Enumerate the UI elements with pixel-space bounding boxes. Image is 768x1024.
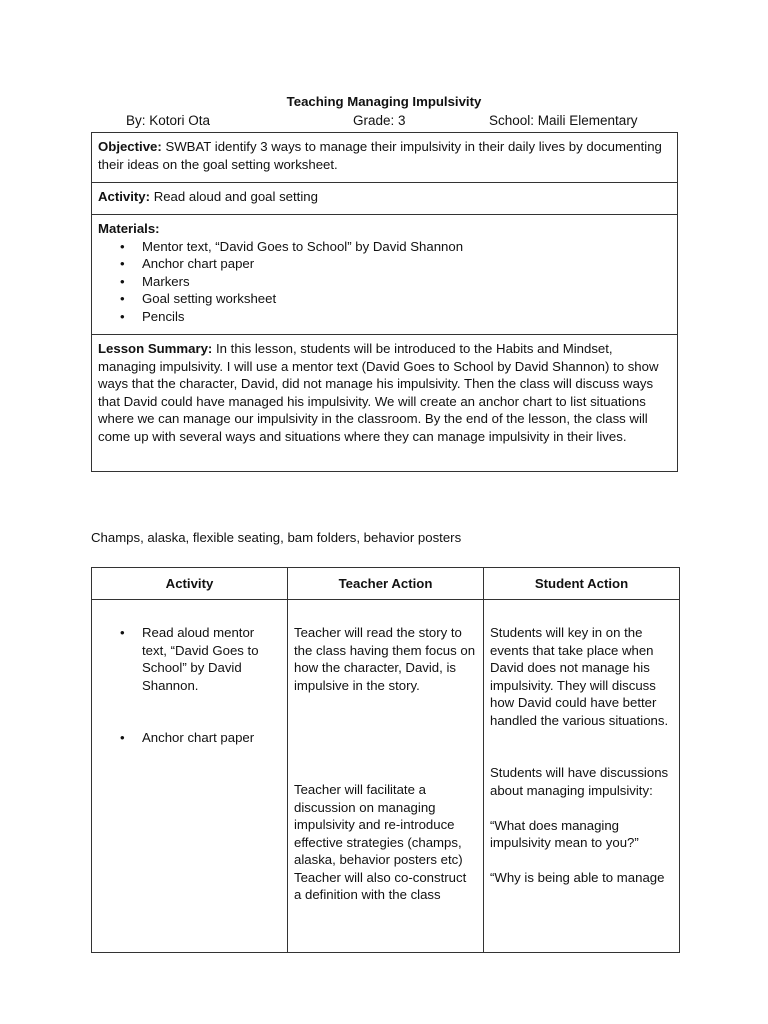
list-item: • Mentor text, “David Goes to School” by David Shannon: [142, 238, 671, 256]
student-question-2: “Why is being able to manage: [490, 870, 665, 885]
school-line: School: Maili Elementary: [489, 113, 638, 128]
student-action-discussion: Students will have discussions about managing impulsivity:: [490, 765, 669, 798]
activity-column-header: Activity: [92, 568, 288, 600]
objective-section: [92, 133, 677, 183]
list-item: • Goal setting worksheet: [142, 290, 671, 308]
activity-text: Read aloud and goal setting: [153, 189, 318, 204]
materials-section: [92, 215, 677, 335]
teacher-action-cell: [288, 600, 484, 953]
author-line: By: Kotori Ota: [126, 113, 211, 128]
table-row: [92, 600, 680, 953]
grade-line: Grade: 3: [353, 113, 406, 128]
list-item: • Anchor chart paper: [142, 255, 671, 273]
document-title: Teaching Managing Impulsivity: [286, 94, 482, 109]
teacher-action-read-aloud: Teacher will read the story to the class having them focus on how the character, David, is impulsive in the story.: [294, 625, 476, 693]
lesson-plan-box: [91, 132, 678, 472]
summary-section: [92, 335, 677, 471]
summary-label: Lesson Summary:: [98, 341, 213, 356]
objective-label: Objective:: [98, 139, 162, 154]
objective-text: SWBAT identify 3 ways to manage their impulsivity in their daily lives by documenting their ideas on the goal setting worksheet.: [98, 139, 662, 172]
list-item: • Markers: [142, 273, 671, 291]
teacher-action-column-header: Teacher Action: [288, 568, 484, 600]
list-item: • Pencils: [142, 308, 671, 326]
materials-list: [98, 238, 671, 326]
student-action-column-header: Student Action: [484, 568, 680, 600]
activity-cell: [92, 600, 288, 953]
classroom-tools-note: Champs, alaska, flexible seating, bam folders, behavior posters: [91, 530, 462, 545]
student-question-1: “What does managing impulsivity mean to you?”: [490, 817, 639, 850]
activity-table: [91, 567, 680, 953]
activity-read-aloud: • Read aloud mentor text, “David Goes to School” by David Shannon.: [98, 624, 281, 694]
teacher-action-discussion: Teacher will facilitate a discussion on managing impulsivity and re-introduce effective strategies (champs, alaska, behavior posters etc) Teacher will also co-construct a definition with the class: [294, 782, 467, 902]
summary-text: In this lesson, students will be introduced to the Habits and Mindset, managing impulsivity. I will use a mentor text (David Goes to School by David Shannon) to show ways that the character, David, did not manage his impulsivity. Then the class will discuss ways that David could have managed his impulsivity. We will create an anchor chart to list situations where we can manage our impulsivity in the classroom. By the end of the lesson, the class will come up with several ways and situations where they can manage impulsivity in their lives.: [98, 341, 659, 444]
activity-label: Activity:: [98, 189, 151, 204]
student-action-cell: [484, 600, 680, 953]
materials-label: Materials:: [98, 221, 160, 236]
activity-section: [92, 183, 677, 215]
activity-anchor-chart: • Anchor chart paper: [98, 729, 281, 747]
table-header-row: [92, 568, 680, 600]
student-action-read-aloud: Students will key in on the events that take place when David does not manage his impulsivity. They will discuss how David could have better handled the various situations.: [490, 625, 669, 728]
